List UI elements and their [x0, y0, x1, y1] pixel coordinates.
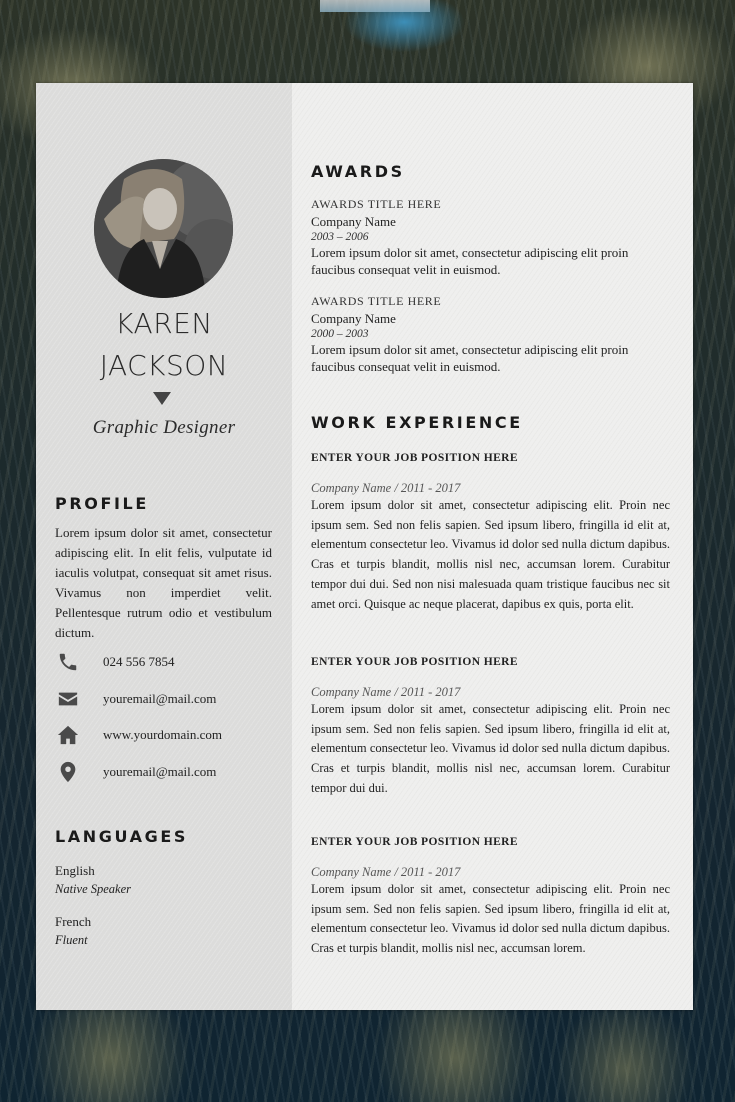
triangle-down-icon [153, 392, 171, 405]
resume-page [36, 83, 693, 1010]
language-name: English [55, 863, 95, 878]
profile-photo [94, 159, 233, 298]
job-company-dates: Company Name / 2011 - 2017 [311, 865, 461, 879]
contact-phone [55, 650, 285, 674]
job-description: Lorem ipsum dolor sit amet, consectetur adipiscing elit. Proin nec ipsum sem. Sed non felis sapien. Sed ipsum libero, fringilla id elit at, elementum consectetur leo. Vivamus id dolor sed nulla dictum dapibus. Cras et turpis blandit, mollis nisl nec, accumsan lorem. [311, 882, 670, 956]
award-item [311, 196, 651, 278]
job-title: Graphic Designer [92, 417, 236, 438]
language-level: Native Speaker [55, 882, 132, 896]
languages-heading: LANGUAGES [55, 827, 188, 846]
profile-heading: PROFILE [55, 494, 149, 513]
award-company: Company Name [311, 311, 396, 326]
job-description: Lorem ipsum dolor sit amet, consectetur adipiscing elit. Proin nec ipsum sem. Sed non felis sapien. Sed ipsum libero, fringilla id elit at, elementum consectetur leo. Vivamus id dolor sed nulla dictum dapibus. Cras et turpis blandit, mollis nisl nec, accumsan lorem. Curabitur tempor dui dui. Sed non nisi malesuada quam tristique faucibus nec sit amet orci. Quisque ac neque placerat, dapibus ex quis, porta elit. [311, 498, 670, 611]
award-title: AWARDS TITLE HERE [311, 294, 442, 308]
contact-website [55, 723, 285, 747]
award-description: Lorem ipsum dolor sit amet, consectetur adipiscing elit proin faucibus consequat velit in euismod. [311, 342, 629, 374]
contact-location [55, 760, 285, 784]
job-position: ENTER YOUR JOB POSITION HERE [311, 656, 518, 668]
job-position: ENTER YOUR JOB POSITION HERE [311, 452, 518, 464]
job-entry [311, 654, 670, 799]
work-experience-heading: WORK EXPERIENCE [311, 413, 523, 432]
portrait-image [94, 159, 233, 298]
job-description: Lorem ipsum dolor sit amet, consectetur adipiscing elit. Proin nec ipsum sem. Sed non felis sapien. Sed ipsum libero, fringilla id elit at, elementum consectetur leo. Vivamus id dolor sed nulla dictum dapibus. Cras et turpis blandit, mollis nisl nec, accumsan lorem. Curabitur tempor dui dui. [311, 702, 670, 795]
envelope-icon [55, 687, 81, 711]
contact-email [55, 687, 285, 711]
language-item [55, 913, 91, 949]
award-description: Lorem ipsum dolor sit amet, consectetur adipiscing elit proin faucibus consequat velit in euismod. [311, 245, 629, 277]
award-company: Company Name [311, 214, 396, 229]
background-sky [320, 0, 430, 12]
email-address[interactable]: youremail@mail.com [103, 691, 217, 706]
first-name: KAREN [115, 307, 213, 340]
website-url[interactable]: www.yourdomain.com [103, 727, 223, 742]
language-name: French [55, 914, 92, 929]
phone-icon [55, 650, 81, 674]
job-entry [311, 450, 670, 614]
award-dates: 2000 – 2003 [311, 328, 369, 340]
award-item [311, 293, 651, 375]
resume-sidebar [36, 83, 292, 1010]
job-position: ENTER YOUR JOB POSITION HERE [311, 836, 518, 848]
awards-heading: AWARDS [311, 162, 405, 181]
home-icon [55, 723, 81, 747]
award-dates: 2003 – 2006 [311, 231, 369, 243]
language-item [55, 862, 131, 898]
location-text: youremail@mail.com [103, 764, 217, 779]
profile-text: Lorem ipsum dolor sit amet, consectetur adipiscing elit. In elit felis, vulputate id iaculis volutpat, consequat sit amet risus. Vivamus non imperdiet velit. Pellentesque rutrum odio et vestibulum dictum. [55, 525, 272, 640]
last-name: JACKSON [99, 349, 229, 382]
job-company-dates: Company Name / 2011 - 2017 [311, 685, 461, 699]
language-level: Fluent [55, 933, 88, 947]
map-pin-icon [55, 760, 81, 784]
resume-main [292, 83, 693, 1010]
job-company-dates: Company Name / 2011 - 2017 [311, 481, 461, 495]
phone-number: 024 556 7854 [103, 654, 175, 669]
job-entry [311, 834, 670, 959]
award-title: AWARDS TITLE HERE [311, 197, 442, 211]
